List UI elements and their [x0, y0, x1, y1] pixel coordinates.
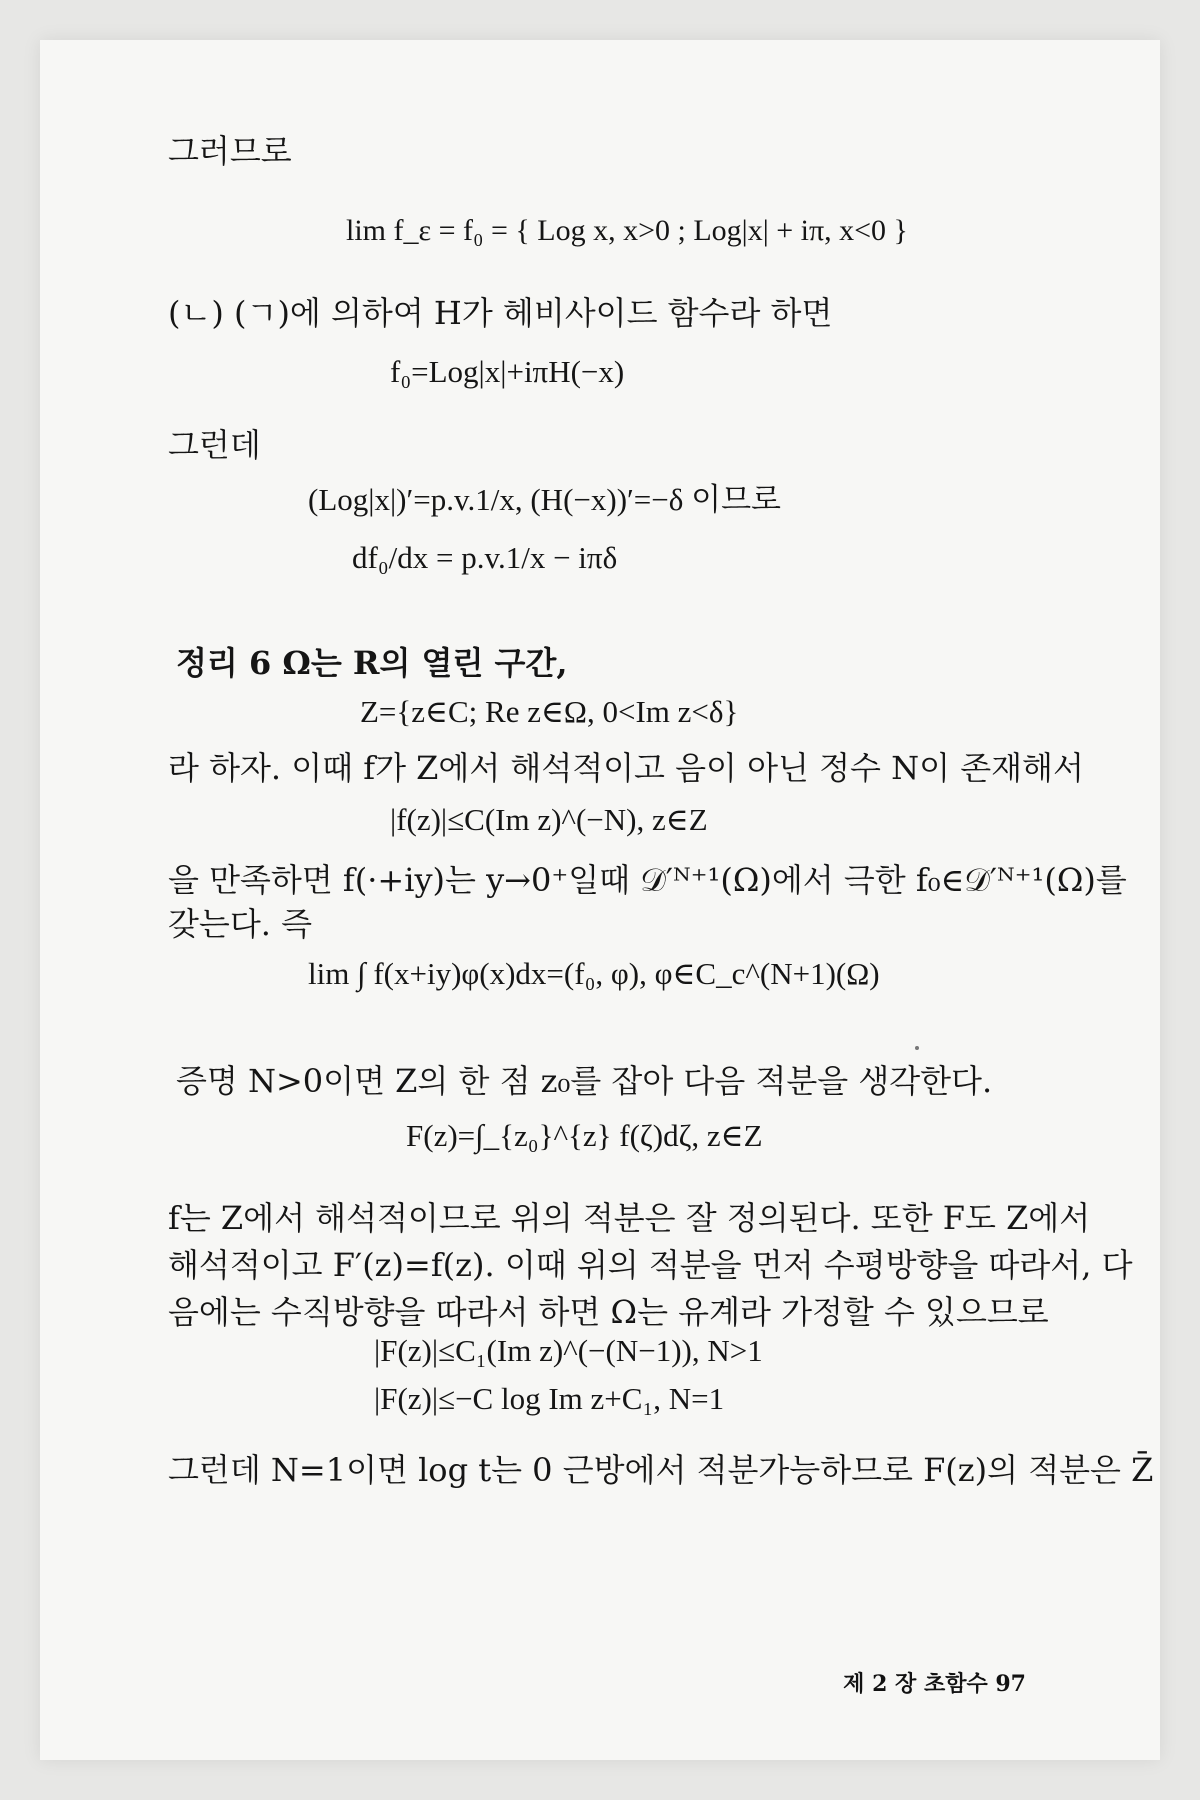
bound-case-2: |F(z)|≤−C log Im z+C₁, N=1 [374, 1381, 725, 1416]
proof-text-3: 음에는 수직방향을 따라서 하면 Ω는 유계라 가정할 수 있으므로 [168, 1293, 1049, 1331]
heaviside-text: (ㄴ) (ㄱ)에 의하여 H가 헤비사이드 함수라 하면 [168, 294, 833, 332]
then-text: 그런데 [168, 426, 261, 464]
page-footer: 제 2 장 초함수 97 [843, 1671, 1026, 1697]
marginal-dot [915, 1046, 919, 1050]
bound-case-1: |F(z)|≤C₁(Im z)^(−(N−1)), N>1 [374, 1333, 763, 1368]
proof-text-4: 그런데 N=1이면 log t는 0 근방에서 적분가능하므로 F(z)의 적분은 Z̄ [168, 1451, 1154, 1489]
proof-text-2: 해석적이고 F′(z)=f(z). 이때 위의 적분을 먼저 수평방향을 따라서, 다 [168, 1246, 1133, 1284]
proof-text-1: f는 Z에서 해석적이므로 위의 적분은 잘 정의된다. 또한 F도 Z에서 [168, 1199, 1091, 1237]
integral-definition: F(z)=∫_{z₀}^{z} f(ζ)dζ, z∈Z [406, 1118, 763, 1153]
theorem-text-3: 갖는다. 즉 [168, 905, 312, 943]
theorem-text-1: 라 하자. 이때 f가 Z에서 해석적이고 음이 아닌 정수 N이 존재해서 [168, 749, 1084, 787]
bound-equation: |f(z)|≤C(Im z)^(−N), z∈Z [390, 802, 708, 837]
intro-text: 그러므로 [168, 132, 292, 170]
proof-start-text: 증명 N>0이면 Z의 한 점 z₀를 잡아 다음 적분을 생각한다. [176, 1062, 993, 1100]
limit-definition: lim f_ε = f₀ = { Log x, x>0 ; Log|x| + iπ, x<0 } [346, 214, 908, 247]
z-domain-equation: Z={z∈C; Re z∈Ω, 0<Im z<δ} [360, 694, 739, 729]
limit-integral-equation: lim ∫ f(x+iy)φ(x)dx=(f₀, φ), φ∈C_c^(N+1)(Ω) [308, 956, 880, 991]
heaviside-equation: f₀=Log|x|+iπH(−x) [390, 354, 625, 389]
theorem-text-2: 을 만족하면 f(·+iy)는 y→0⁺일때 𝒟′ᴺ⁺¹(Ω)에서 극한 f₀∈𝒟′ᴺ⁺¹(Ω)를 [168, 861, 1127, 899]
derivative-equation: (Log|x|)′=p.v.1/x, (H(−x))′=−δ 이므로 [308, 482, 781, 517]
fraction-equation: df₀/dx = p.v.1/x − iπδ [352, 540, 618, 575]
theorem-heading: 정리 6 Ω는 R의 열린 구간, [176, 644, 568, 682]
page [40, 40, 1160, 1760]
